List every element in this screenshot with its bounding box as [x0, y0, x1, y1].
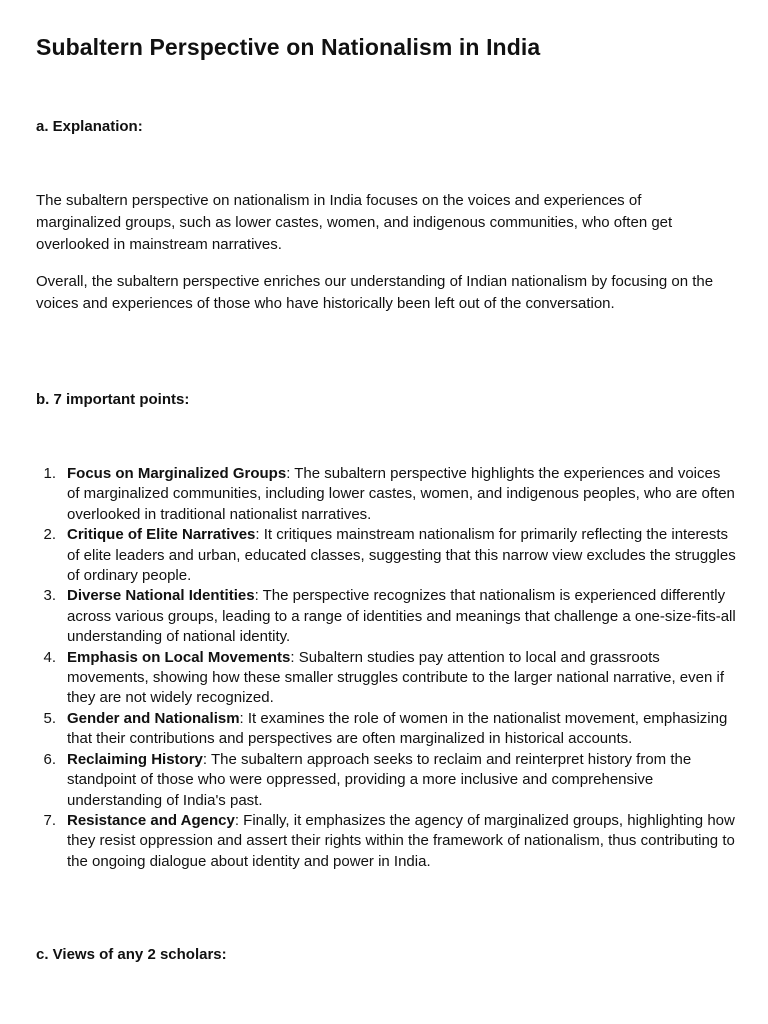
explanation-paragraph: Overall, the subaltern perspective enriches our understanding of Indian nationalism by focusing on the voices and experiences of those who have historically been left out of the conversation. — [36, 273, 714, 312]
page-title: Subaltern Perspective on Nationalism in India — [36, 34, 541, 60]
list-item-number: 4. — [43, 648, 56, 666]
list-item-term: Reclaiming History — [67, 750, 203, 768]
list-item — [36, 586, 736, 647]
list-item-term: Diverse National Identities — [67, 587, 255, 605]
list-item-text: : Finally, it emphasizes the agency of marginalized groups, highlighting how they resist oppression and assert their rights within the framework of nationalism, thus contributing to the ongoing dialogue about identity and power in India. — [67, 811, 735, 870]
list-item-number: 1. — [43, 465, 56, 482]
list-item — [36, 709, 736, 750]
explanation-paragraph: The subaltern perspective on nationalism in India focuses on the voices and experiences of marginalized groups, such as lower castes, women, and indigenous communities, who often get overlooked in mainstream narratives. — [36, 192, 673, 253]
section-heading-scholars: c. Views of any 2 scholars: — [36, 946, 227, 963]
list-item-text: : The subaltern perspective highlights the experiences and voices of marginalized communities, including lower castes, women, and indigenous peoples, who are often overlooked in traditional nationalist narratives. — [67, 465, 735, 523]
section-heading-important-points: b. 7 important points: — [36, 391, 190, 408]
list-item-term: Focus on Marginalized Groups — [67, 465, 287, 482]
list-item — [36, 464, 736, 525]
list-item-text: : The perspective recognizes that nationalism is experienced differently across various groups, leading to a range of identities and meanings that challenge a one-size-fits-all understanding of national identity. — [67, 587, 736, 646]
list-item-number: 2. — [43, 526, 56, 544]
list-item — [36, 525, 736, 586]
list-item-term: Emphasis on Local Movements — [67, 648, 291, 666]
list-item-text: : It examines the role of women in the nationalist movement, emphasizing that their contributions and perspectives are often marginalized in historical accounts. — [67, 709, 728, 748]
list-item-number: 5. — [43, 709, 56, 727]
list-item-text: : The subaltern approach seeks to reclaim and reinterpret history from the standpoint of those who were oppressed, providing a more inclusive and comprehensive understanding of India's past. — [67, 750, 692, 809]
list-item — [36, 811, 736, 872]
important-points-list — [36, 464, 736, 872]
list-item — [36, 648, 736, 709]
list-item-term: Resistance and Agency — [67, 811, 235, 829]
list-item-text: : Subaltern studies pay attention to local and grassroots movements, showing how these smaller struggles contribute to the larger national narrative, even if they are not widely recognized. — [67, 648, 725, 707]
list-item-term: Gender and Nationalism — [67, 709, 240, 727]
section-heading-explanation: a. Explanation: — [36, 118, 143, 135]
list-item-number: 3. — [43, 587, 56, 605]
list-item-number: 7. — [43, 811, 56, 829]
list-item — [36, 750, 736, 811]
list-item-term: Critique of Elite Narratives — [67, 526, 256, 544]
list-item-number: 6. — [43, 750, 56, 768]
list-item-text: : It critiques mainstream nationalism for primarily reflecting the interests of elite leaders and urban, educated classes, suggesting that this narrow view excludes the struggles of ordinary people. — [67, 526, 736, 585]
